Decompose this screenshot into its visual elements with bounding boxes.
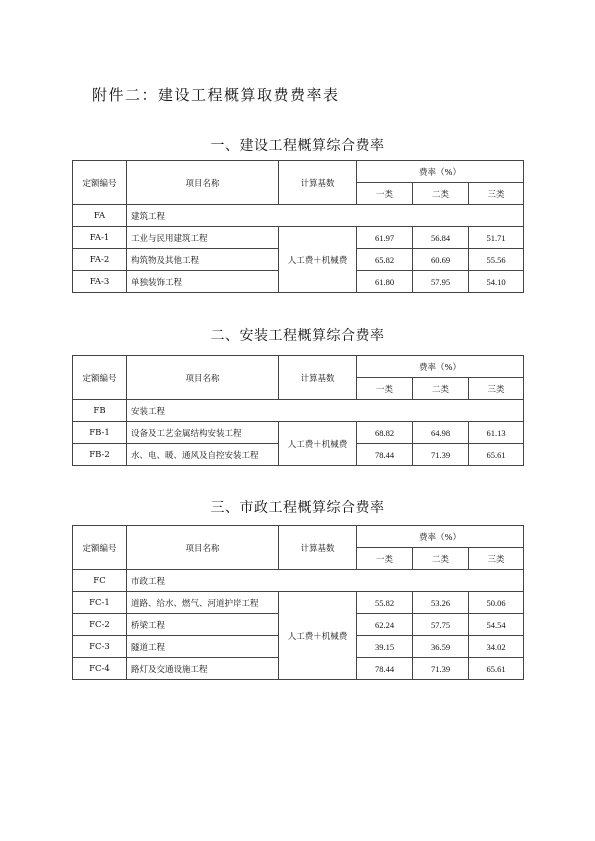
header-code: 定额编号 [73,526,127,570]
rate-table-construction [72,160,524,293]
rate-class-2: 36.59 [413,636,469,658]
rate-class-2: 64.98 [413,422,469,444]
rate-class-3: 65.61 [469,658,524,680]
group-code: FC [73,570,127,592]
table-row [73,422,524,444]
rate-class-3: 65.61 [469,444,524,466]
rate-class-3: 50.06 [469,592,524,614]
row-name: 隧道工程 [127,636,279,658]
row-name: 水、电、暖、通风及自控安装工程 [127,444,279,466]
header-class-3: 三类 [469,183,524,205]
rate-class-2: 57.95 [413,271,469,293]
header-name: 项目名称 [127,356,279,400]
group-code: FB [73,400,127,422]
rate-class-3: 34.02 [469,636,524,658]
row-code: FB-2 [73,444,127,466]
header-code: 定额编号 [73,161,127,205]
row-name: 工业与民用建筑工程 [127,227,279,249]
row-name: 单独装饰工程 [127,271,279,293]
table-header-row [73,356,524,378]
header-code: 定额编号 [73,356,127,400]
header-name: 项目名称 [127,526,279,570]
rate-class-3: 61.13 [469,422,524,444]
header-rate: 费率（%） [357,356,524,378]
header-rate: 费率（%） [357,161,524,183]
row-base: 人工费＋机械费 [279,592,357,680]
row-name: 桥梁工程 [127,614,279,636]
row-code: FA-2 [73,249,127,271]
group-code: FA [73,205,127,227]
row-name: 路灯及交通设施工程 [127,658,279,680]
row-name: 道路、给水、燃气、河道护岸工程 [127,592,279,614]
row-code: FC-1 [73,592,127,614]
rate-class-2: 53.26 [413,592,469,614]
rate-class-1: 39.15 [357,636,413,658]
rate-class-1: 62.24 [357,614,413,636]
rate-class-1: 78.44 [357,658,413,680]
table-row [73,227,524,249]
row-code: FC-2 [73,614,127,636]
section-title-municipal: 三、市政工程概算综合费率 [210,500,385,516]
header-class-3: 三类 [469,378,524,400]
rate-class-2: 60.69 [413,249,469,271]
row-code: FC-4 [73,658,127,680]
rate-table-installation [72,355,524,466]
row-code: FA-1 [73,227,127,249]
rate-class-3: 54.54 [469,614,524,636]
rate-table-municipal [72,525,524,680]
row-code: FB-1 [73,422,127,444]
header-rate: 费率（%） [357,526,524,548]
section-title-installation: 二、安装工程概算综合费率 [210,328,385,344]
header-base: 计算基数 [279,526,357,570]
rate-class-1: 78.44 [357,444,413,466]
rate-class-3: 54.10 [469,271,524,293]
row-name: 构筑物及其他工程 [127,249,279,271]
rate-class-2: 71.39 [413,444,469,466]
table-row [73,592,524,614]
header-name: 项目名称 [127,161,279,205]
attachment-title: 附件二：建设工程概算取费费率表 [92,86,340,104]
group-name: 建筑工程 [127,205,524,227]
rate-class-2: 57.75 [413,614,469,636]
header-base: 计算基数 [279,161,357,205]
group-row [73,570,524,592]
row-base: 人工费＋机械费 [279,227,357,293]
row-base: 人工费＋机械费 [279,422,357,466]
table-header-row [73,161,524,183]
group-name: 市政工程 [127,570,524,592]
header-class-3: 三类 [469,548,524,570]
row-name: 设备及工艺金属结构安装工程 [127,422,279,444]
group-name: 安装工程 [127,400,524,422]
section-title-construction: 一、建设工程概算综合费率 [210,138,385,154]
group-row [73,205,524,227]
rate-class-1: 61.80 [357,271,413,293]
header-class-2: 二类 [413,183,469,205]
rate-class-1: 65.82 [357,249,413,271]
header-class-1: 一类 [357,378,413,400]
rate-class-2: 71.39 [413,658,469,680]
rate-class-3: 55.56 [469,249,524,271]
rate-class-3: 51.71 [469,227,524,249]
header-class-2: 二类 [413,378,469,400]
rate-class-1: 61.97 [357,227,413,249]
header-class-2: 二类 [413,548,469,570]
rate-class-1: 55.82 [357,592,413,614]
row-code: FC-3 [73,636,127,658]
rate-class-1: 68.82 [357,422,413,444]
header-class-1: 一类 [357,183,413,205]
rate-class-2: 56.84 [413,227,469,249]
table-header-row [73,526,524,548]
row-code: FA-3 [73,271,127,293]
header-class-1: 一类 [357,548,413,570]
header-base: 计算基数 [279,356,357,400]
group-row [73,400,524,422]
